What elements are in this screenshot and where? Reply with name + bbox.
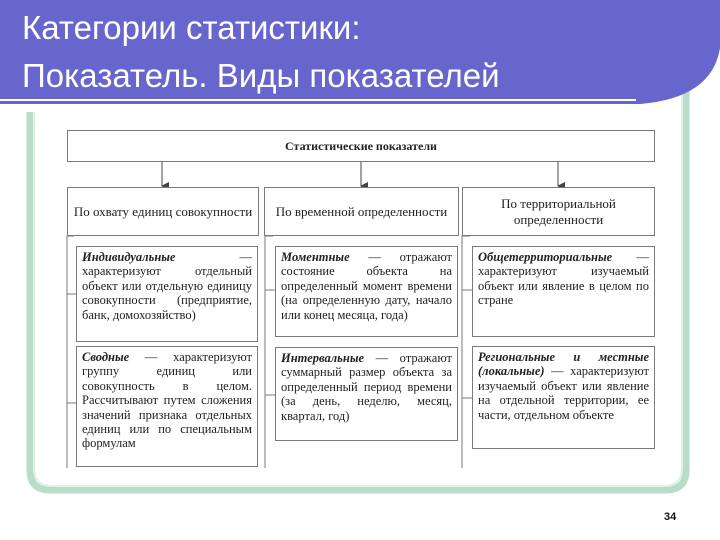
root-box: Статистические показатели	[67, 130, 655, 162]
item-term: Интервальные	[281, 351, 365, 365]
item-text: — отражают состояние объекта на определенный момент времени (на определенную дату, начало или конец месяца, года)	[281, 250, 452, 322]
item-nationwide	[472, 246, 655, 337]
item-term: Общетерриториальные	[478, 250, 613, 264]
item-term: Индивидуальные	[82, 250, 176, 264]
item-individual	[76, 246, 258, 342]
page-number: 34	[664, 511, 677, 523]
category-box-time: По временной определенности	[264, 187, 459, 236]
item-regional	[472, 346, 655, 449]
item-text: — характеризуют изучаемый объект или явление на отдельной территории, ее части, отдельном объекте	[478, 364, 649, 422]
item-summary	[76, 346, 258, 467]
item-term: Региональные и местные (локальные)	[478, 350, 649, 379]
bracket-column-2	[265, 236, 273, 468]
bracket-column-3	[462, 236, 470, 468]
item-text: — характеризуют изучаемый объект или явление в целом по стране	[478, 250, 649, 308]
item-term: Моментные	[281, 250, 350, 264]
item-interval	[275, 347, 458, 441]
item-text: — характеризуют группу единиц или совокупность в целом. Рассчитывают путем сложения значений признака отдельных единиц или по специальным формулам	[82, 350, 252, 451]
category-box-territory: По территориальной определенности	[462, 187, 655, 236]
bracket-column-1	[67, 236, 74, 468]
slide-title-line-2: Показатель. Виды показателей	[22, 57, 500, 94]
item-term: Сводные	[82, 350, 130, 364]
item-moment	[275, 246, 458, 337]
item-text: — отражают суммарный размер объекта за определенный период времени (за день, неделю, месяц, квартал, год)	[281, 351, 452, 423]
category-box-coverage: По охвату единиц совокупности	[67, 187, 259, 236]
slide-title-line-1: Категории статистики:	[22, 9, 361, 46]
item-text: — характеризуют отдельный объект или отдельную единицу совокупности (предприятие, банк, домохозяйство)	[82, 250, 252, 322]
